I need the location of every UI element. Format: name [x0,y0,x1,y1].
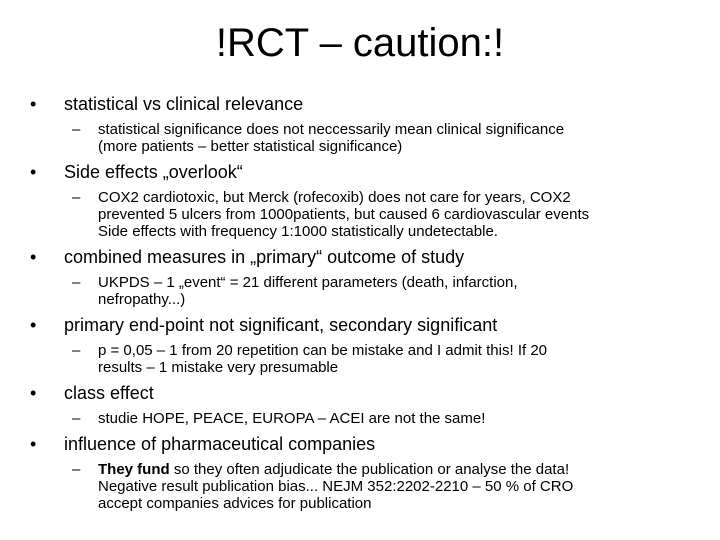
bullet-item [28,382,698,404]
bullet-icon: • [30,94,37,114]
sub-bullet-text: UKPDS – 1 „event“ = 21 different parameters (death, infarction, nefropathy...) [98,274,518,308]
bullet-icon: • [30,315,37,335]
sub-bullet-text: p = 0,05 – 1 from 20 repetition can be mistake and I admit this! If 20 results – 1 mistake very presumable [98,342,548,376]
bullet-icon: • [30,383,37,403]
bullet-text: influence of pharmaceutical companies [64,434,376,454]
dash-icon: – [72,189,81,206]
sub-bullet-item [72,121,698,155]
sub-bullet-text: so they often adjudicate the publication or analyse the data! Negative result publication bias... NEJM 352:2202-2210 – 50 % of CRO accept companies advices for publication [98,461,574,512]
dash-icon: – [72,342,81,359]
dash-icon: – [72,461,81,478]
bullet-item [28,161,698,183]
bullet-text: combined measures in „primary“ outcome of study [64,247,465,267]
dash-icon: – [72,410,81,427]
sub-bullet-item [72,189,698,240]
bullet-text: class effect [64,383,154,403]
bullet-icon: • [30,434,37,454]
sub-bullet-item [72,274,698,308]
sub-bullet-text: COX2 cardiotoxic, but Merck (rofecoxib) does not care for years, COX2 prevented 5 ulcers from 1000patients, but caused 6 cardiovascular events Side effects with frequency 1:1000 statistically undetectable. [98,189,590,240]
sub-bullet-item [72,410,698,427]
bullet-text: statistical vs clinical relevance [64,94,304,114]
slide-content [28,93,698,512]
bullet-text: primary end-point not significant, secondary significant [64,315,498,335]
sub-bullet-item [72,461,698,512]
sub-bullet-text-group [98,461,573,512]
sub-bullet-text: statistical significance does not neccessarily mean clinical significance (more patients – better statistical significance) [98,121,565,155]
bullet-item [28,314,698,336]
slide-title: !RCT – caution:! [215,21,505,65]
bullet-icon: • [30,247,37,267]
bullet-text: Side effects „overlook“ [64,162,243,182]
bullet-item [28,246,698,268]
bullet-item [28,93,698,115]
sub-bullet-item [72,342,698,376]
emphasis-text: They fund [98,461,170,478]
dash-icon: – [72,121,81,138]
bullet-item [28,433,698,455]
dash-icon: – [72,274,81,291]
bullet-icon: • [30,162,37,182]
sub-bullet-text: studie HOPE, PEACE, EUROPA – ACEI are not the same! [98,410,486,427]
